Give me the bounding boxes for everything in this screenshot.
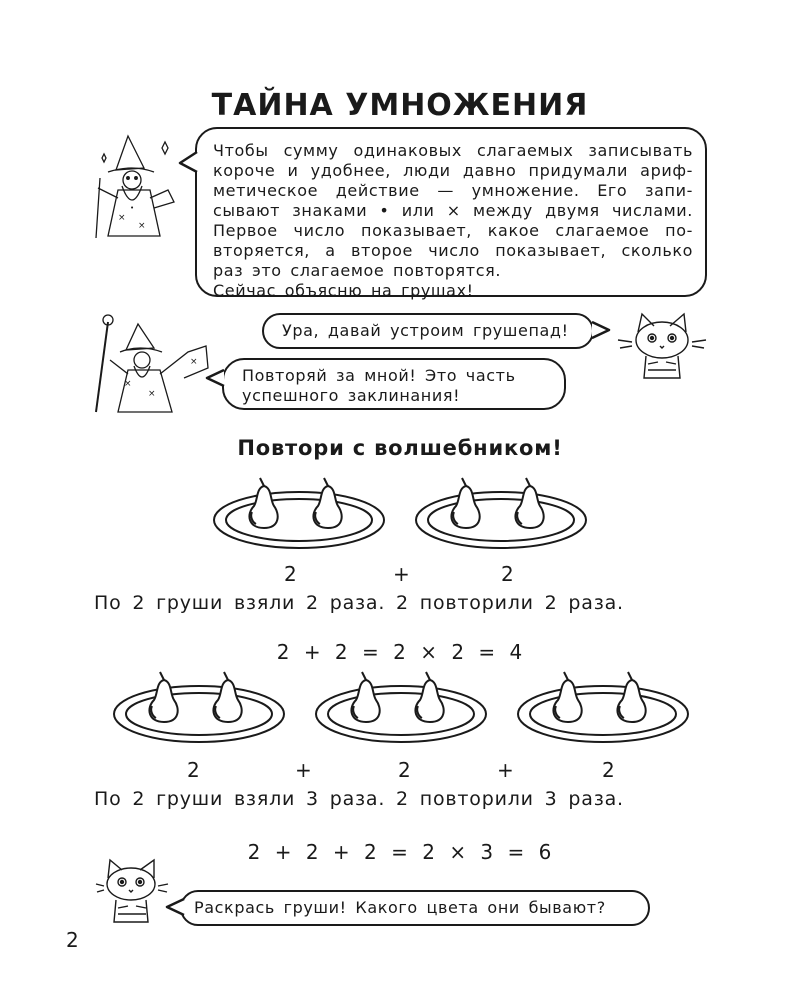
cat-illustration xyxy=(96,856,170,926)
bubble-tail xyxy=(590,320,612,342)
plate-with-pears xyxy=(516,670,690,744)
bubble-line: Чтобы сумму одинаковых слагаемых записывать xyxy=(213,141,693,160)
explanation-text: По 2 груши взяли 3 раза. 2 повторили 3 раза. xyxy=(94,788,624,810)
svg-text:×: × xyxy=(138,221,146,231)
svg-text:×: × xyxy=(190,357,198,367)
wizard-reply-bubble xyxy=(222,358,566,410)
bubble-line: сывают знаками • или × между двумя числами. xyxy=(213,201,693,220)
svg-text:×: × xyxy=(118,213,126,223)
bubble-tail xyxy=(164,897,186,919)
equation: 2 + 2 = 2 × 2 = 4 xyxy=(276,640,524,664)
svg-text:×: × xyxy=(124,379,132,389)
explanation-text: По 2 груши взяли 2 раза. 2 повторили 2 раза. xyxy=(94,592,624,614)
plus-sign: + xyxy=(295,758,313,782)
bubble-line: вторяется, а второе число показывает, сколько xyxy=(213,241,693,260)
plate-with-pears xyxy=(212,476,386,550)
page-number: 2 xyxy=(66,928,79,952)
equation: 2 + 2 + 2 = 2 × 3 = 6 xyxy=(247,840,553,864)
svg-text:•: • xyxy=(130,204,135,212)
addend: 2 xyxy=(187,758,201,782)
bubble-tail xyxy=(204,368,226,390)
plus-sign: + xyxy=(497,758,515,782)
cat-speech-bubble xyxy=(262,313,594,349)
bubble-line: короче и удобнее, люди давно придумали ариф- xyxy=(213,161,693,180)
bubble-tail xyxy=(178,150,200,176)
bubble-line: Первое число показывает, какое слагаемое по- xyxy=(213,221,693,240)
page-title: ТАЙНА УМНОЖЕНИЯ xyxy=(211,88,589,123)
bubble-line: метическое действие — умножение. Его запи- xyxy=(213,181,693,200)
cat-bubble-text: Ура, давай устроим грушепад! xyxy=(282,321,569,340)
addend: 2 xyxy=(398,758,412,782)
bubble-line: Сейчас объясню на грушах! xyxy=(213,281,474,300)
bubble-line: Повторяй за мной! Это часть xyxy=(242,366,516,385)
plate-with-pears xyxy=(414,476,588,550)
wizard-with-staff-illustration xyxy=(88,312,218,417)
cat-prompt-bubble xyxy=(180,890,650,926)
svg-text:×: × xyxy=(148,389,156,399)
addend: 2 xyxy=(284,562,298,586)
addend: 2 xyxy=(602,758,616,782)
bubble-line: раз это слагаемое повторятся. xyxy=(213,261,502,280)
section-heading: Повтори с волшебником! xyxy=(237,436,563,460)
addend: 2 xyxy=(501,562,515,586)
cat-prompt-text: Раскрась груши! Какого цвета они бывают? xyxy=(194,898,606,917)
plus-sign: + xyxy=(393,562,411,586)
plate-with-pears xyxy=(314,670,488,744)
wizard-speech-bubble xyxy=(195,127,707,300)
cat-illustration xyxy=(618,308,708,383)
plate-with-pears xyxy=(112,670,286,744)
bubble-line: успешного заклинания! xyxy=(242,386,461,405)
wizard-illustration xyxy=(88,128,188,243)
